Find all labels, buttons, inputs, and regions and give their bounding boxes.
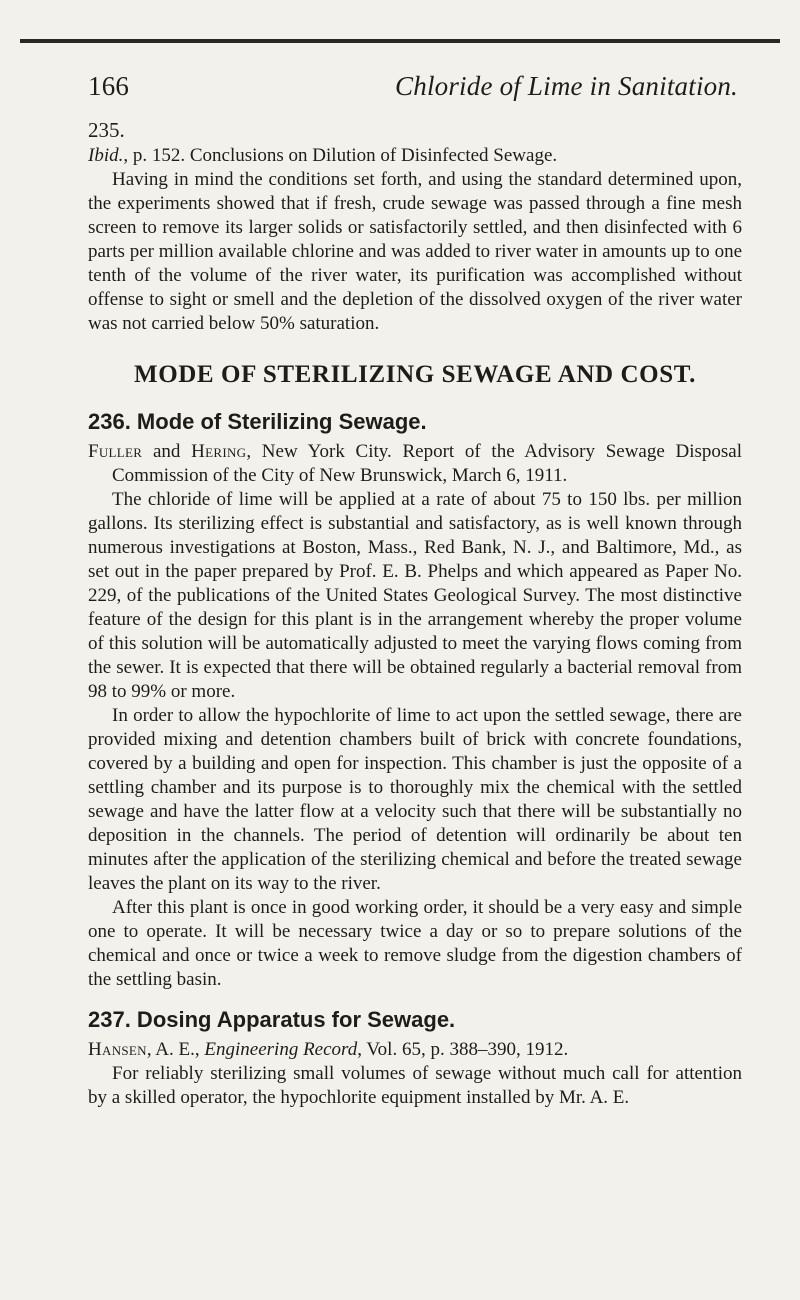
entry-236-heading: 236. Mode of Sterilizing Sewage. [88,409,427,434]
entry-235-paragraph: Having in mind the conditions set forth, and using the standard determined upon, the experiments showed that if fresh, crude sewage was passed through a fine mesh screen to remove its larger solids or satisfactorily settled, and then disinfected with 6 parts per million available chlorine and was added to river water in amounts up to one tenth of the volume of the river water, its purification was accomplished without offense to sight or smell and the depletion of the dissolved oxygen of the river water was not carried below 50% saturation. [88,169,742,334]
citation-text: , p. 152. Conclusions on Dilution of Disinfected Sewage. [123,145,558,166]
author-hering: Hering [191,441,247,462]
entry-235-citation [88,144,742,168]
journal-title: Engineering Record [204,1039,358,1060]
entry-237-heading: 237. Dosing Apparatus for Sewage. [88,1007,456,1032]
author-join: and [142,441,192,462]
citation-text: , Vol. 65, p. 388–390, 1912. [357,1039,569,1060]
page-number: 166 [88,71,130,101]
entry-236-paragraph-1: The chloride of lime will be applied at a rate of about 75 to 150 lbs. per million gallons. Its sterilizing effect is substantial and satisfactory, as is well known through numerous investigations at Boston, Mass., Red Bank, N. J., and Baltimore, Md., as set out in the paper prepared by Prof. E. B. Phelps and which appeared as Paper No. 229, of the publications of the United States Geological Survey. The most distinctive feature of the design for this plant is in the arrangement whereby the proper volume of this solution will be automatically adjusted to meet the varying flows coming from the sewer. It is expected that there will be obtained regularly a bacterial removal from 98 to 99% or more. [88,489,742,702]
header-rule [20,39,780,43]
entry-236-paragraph-2: In order to allow the hypochlorite of lime to act upon the settled sewage, there are provided mixing and detention chambers built of brick with concrete foundations, covered by a building and open for inspection. This chamber is just the opposite of a settling chamber and its purpose is to thoroughly mix the chemical with the settled sewage and have the latter flow at a velocity such that there will be substantially no deposition in the channels. The period of detention will ordinarily be about ten minutes after the application of the sterilizing chemical and before the treated sewage leaves the plant on its way to the river. [88,705,742,894]
entry-237-paragraph: For reliably sterilizing small volumes of sewage without much call for attention by a skilled operator, the hypochlorite equipment installed by Mr. A. E. [88,1063,742,1108]
author-fuller: Fuller [88,441,143,462]
page-content [88,116,742,1110]
author-hansen: Hansen [88,1039,147,1060]
author-initials: , A. E., [146,1039,205,1060]
entry-236-paragraph-3: After this plant is once in good working order, it should be a very easy and simple one to operate. It will be necessary twice a day or so to prepare solutions of the chemical and once or twice a week to remove sludge from the digestion chambers of the settling basin. [88,897,742,990]
citation-ibid: Ibid. [88,145,124,166]
entry-237-citation [88,1038,742,1062]
entry-236-citation [88,440,742,488]
citation-text: , New York City. Report of the Advisory Sewage Disposal Commission of the City of New Brunswick, March 6, 1911. [112,441,742,486]
running-title: Chloride of Lime in Sanitation. [395,71,738,101]
section-heading: MODE OF STERILIZING SEWAGE AND COST. [134,361,696,388]
entry-number-235: 235. [88,118,125,142]
